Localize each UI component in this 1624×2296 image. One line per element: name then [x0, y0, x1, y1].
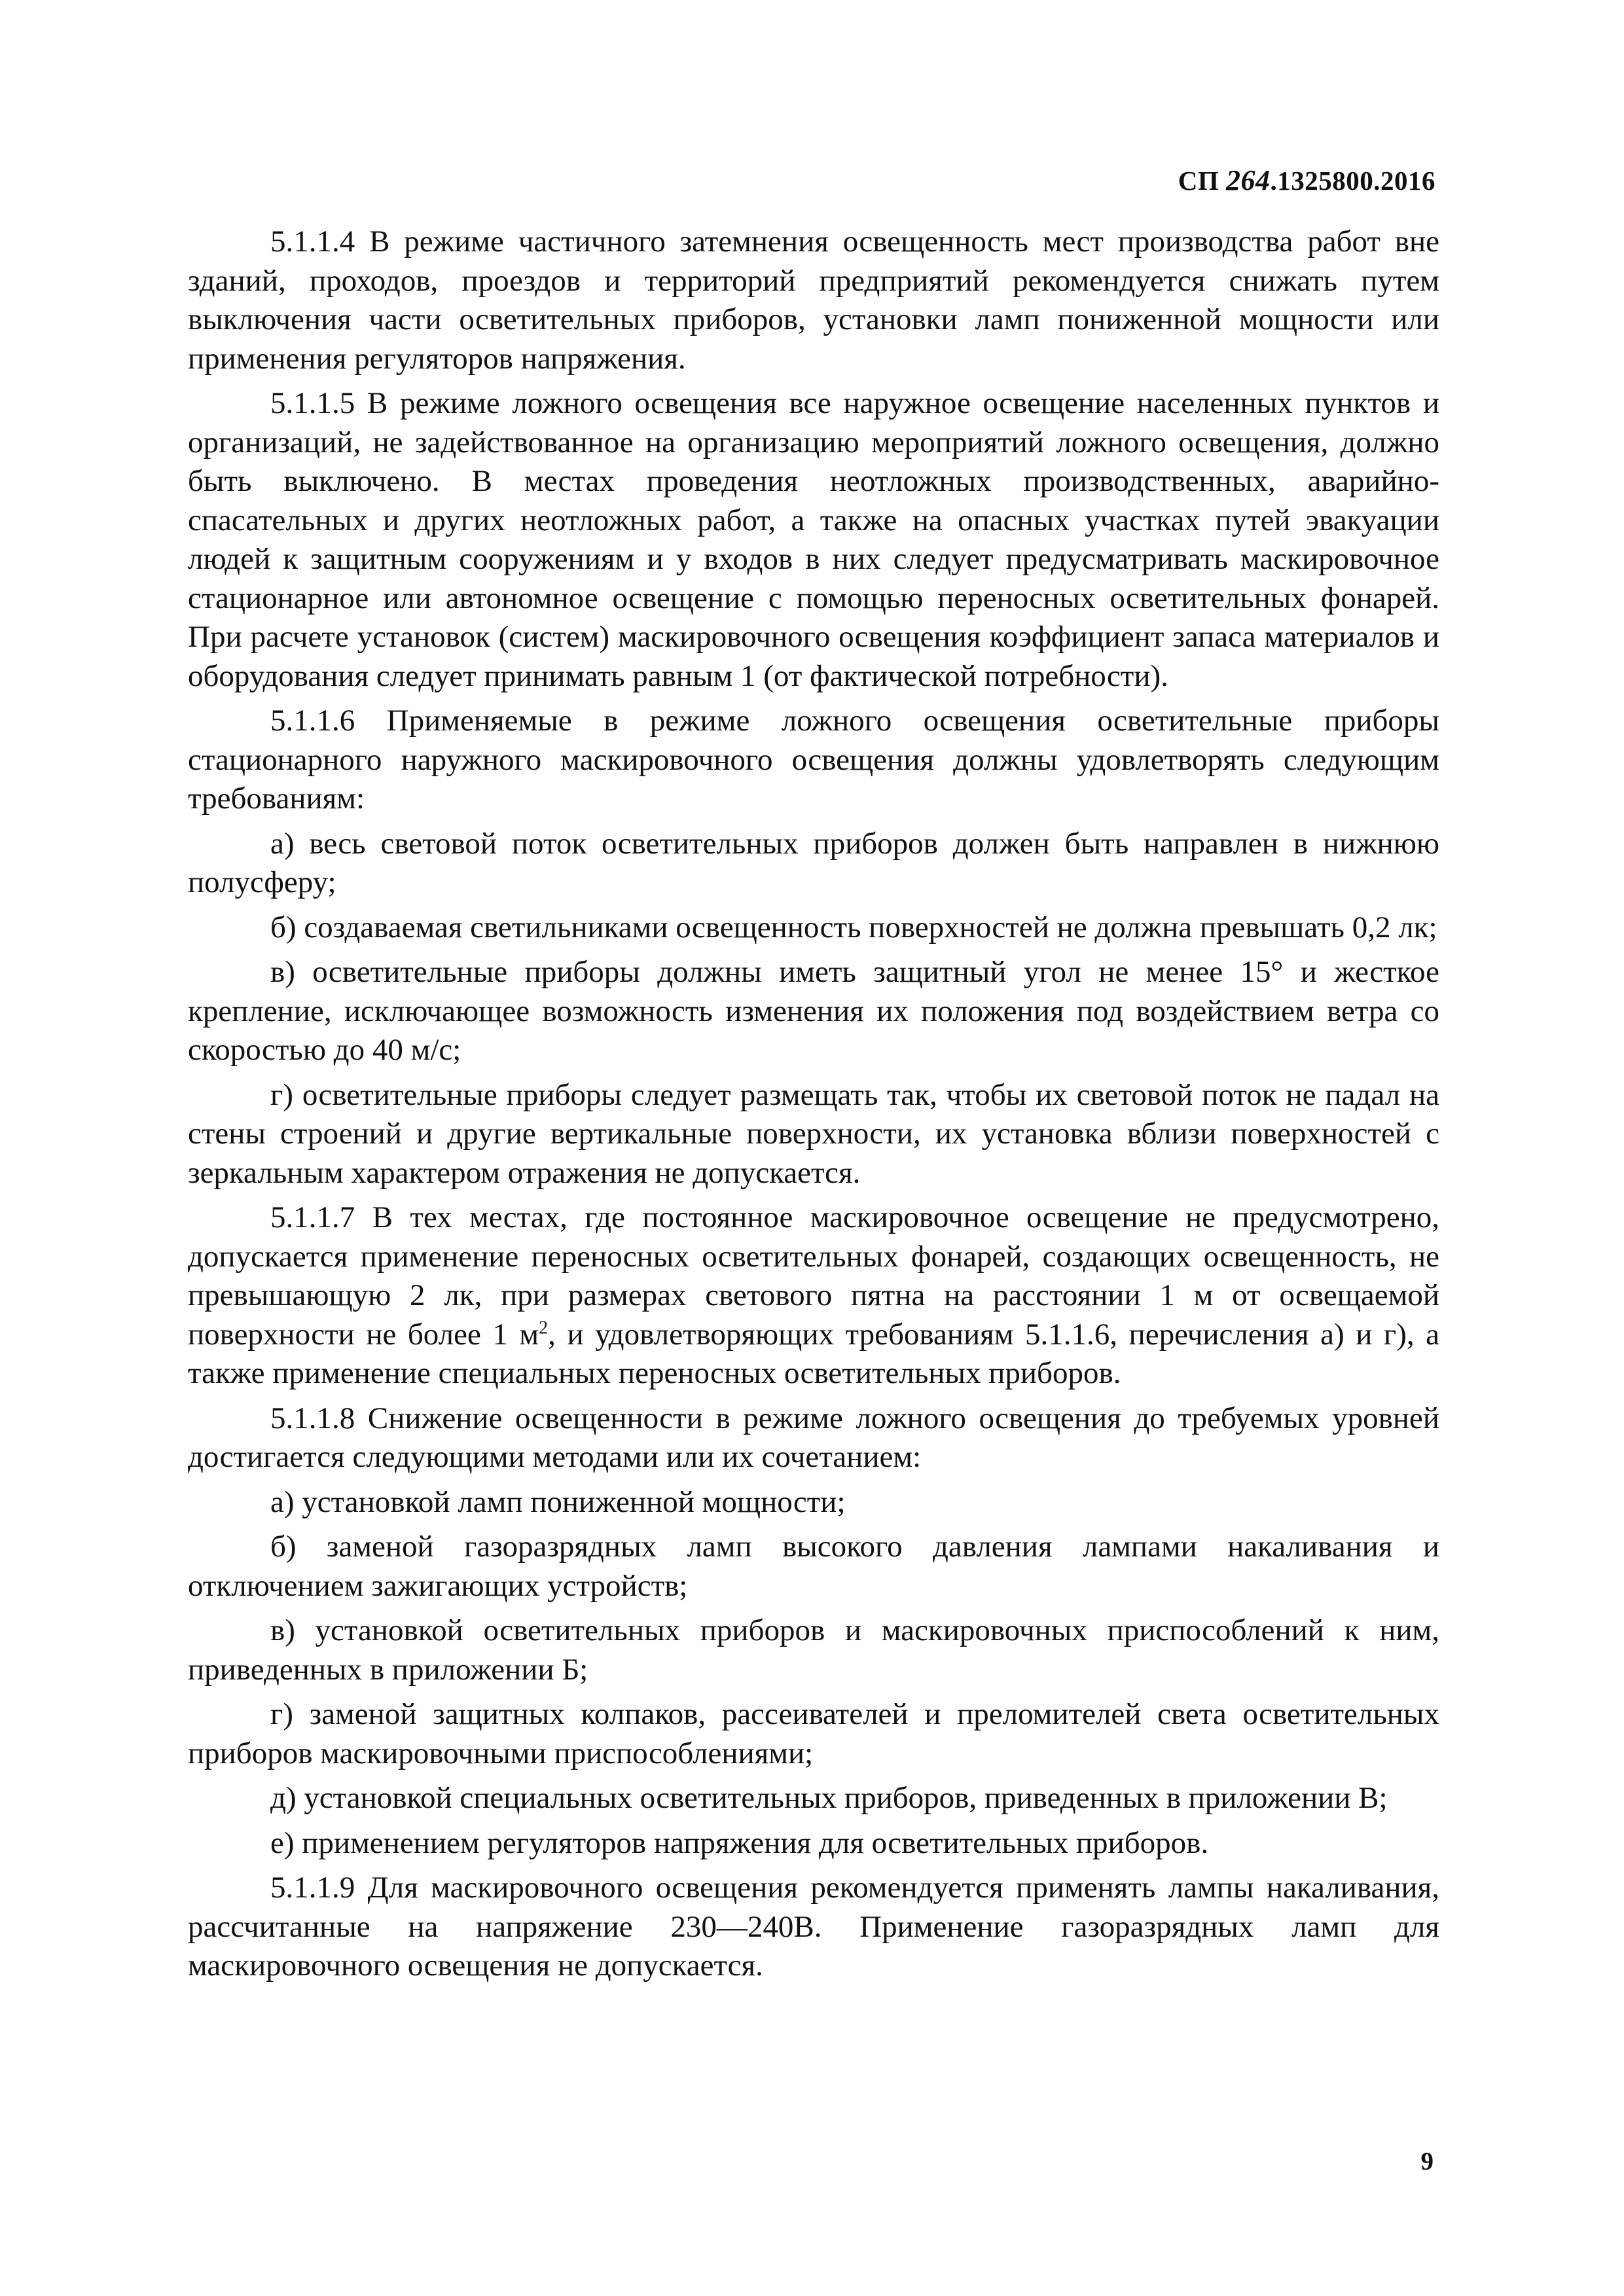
- list-item-g: г) осветительные приборы следует размещать так, чтобы их световой поток не падал на стены строений и другие вертикальные поверхности, их установка вблизи поверхностей с зеркальным характером отражения не допускается.: [188, 1077, 1439, 1190]
- list-item-v: в) осветительные приборы должны иметь защитный угол не менее 15° и жесткое крепление, исключающее возможность изменения их положения под воздействием ветра со скоростью до 40 м/с;: [188, 955, 1439, 1067]
- paragraph-5-1-1-7: [188, 1198, 1439, 1393]
- handwritten-number: 264: [1226, 164, 1271, 196]
- page-body: [188, 223, 1439, 1986]
- method-item-g: г) заменой защитных колпаков, рассеивателей и преломителей света осветительных приборов маскировочными приспособлениями;: [188, 1697, 1439, 1770]
- list-item-b: б) создаваемая светильниками освещенность поверхностей не должна превышать 0,2 лк;: [270, 910, 1437, 944]
- method-item-e: е) применением регуляторов напряжения для осветительных приборов.: [270, 1825, 1209, 1860]
- method-item-d: д) установкой специальных осветительных приборов, приведенных в приложении В;: [270, 1781, 1388, 1815]
- paragraph-5-1-1-7-text-start: 5.1.1.7 В тех местах, где постоянное маскировочное освещение не предусмотрено, допускается применение переносных осветительных фонарей, создающих освещенность, не превышающую 2 лк, при размерах светового пятна на расстоянии 1 м от освещаемой поверхности не более 1 м: [188, 1200, 1439, 1352]
- superscript-2: 2: [539, 1317, 549, 1338]
- paragraph-5-1-1-4: 5.1.1.4 В режиме частичного затемнения освещенность мест производства работ вне зданий, проходов, проездов и территорий предприятий рекомендуется снижать путем выключения части осветительных приборов, установки ламп пониженной мощности или применения регуляторов напряжения.: [188, 224, 1439, 376]
- paragraph-5-1-1-6: 5.1.1.6 Применяемые в режиме ложного освещения осветительные приборы стационарного наружного маскировочного освещения должны удовлетворять следующим требованиям:: [188, 704, 1439, 816]
- method-item-b: б) заменой газоразрядных ламп высокого давления лампами накаливания и отключением зажигающих устройств;: [188, 1530, 1439, 1603]
- method-item-a: а) установкой ламп пониженной мощности;: [270, 1484, 846, 1519]
- paragraph-5-1-1-7-text-end: , и удовлетворяющих требованиям 5.1.1.6, перечисления а) и г), а также применение специальных переносных осветительных приборов.: [188, 1317, 1439, 1390]
- document-code-header: [1178, 164, 1435, 197]
- paragraph-5-1-1-5: 5.1.1.5 В режиме ложного освещения все наружное освещение населенных пунктов и организаций, не задействованное на организацию мероприятий ложного освещения, должно быть выключено. В местах проведения неотложных производственных, аварийно-спасательных и других неотложных работ, а также на опасных участках путей эвакуации людей к защитным сооружениям и у входов в них следует предусматривать маскировочное стационарное или автономное освещение с помощью переносных осветительных фонарей. При расчете установок (систем) маскировочного освещения коэффициент запаса материалов и оборудования следует принимать равным 1 (от фактической потребности).: [188, 386, 1439, 693]
- paragraph-5-1-1-9: 5.1.1.9 Для маскировочного освещения рекомендуется применять лампы накаливания, рассчитанные на напряжение 230—240В. Применение газоразрядных ламп для маскировочного освещения не допускается.: [188, 1871, 1439, 1982]
- paragraph-5-1-1-8: 5.1.1.8 Снижение освещенности в режиме ложного освещения до требуемых уровней достигается следующими методами или их сочетанием:: [188, 1401, 1439, 1474]
- document-code-prefix: СП: [1178, 166, 1226, 196]
- page-number: 9: [1420, 2147, 1434, 2176]
- list-item-a: а) весь световой поток осветительных приборов должен быть направлен в нижнюю полусферу;: [188, 826, 1439, 899]
- method-item-v: в) установкой осветительных приборов и маскировочных приспособлений к ним, приведенных в приложении Б;: [188, 1613, 1439, 1687]
- document-code-suffix: .1325800.2016: [1270, 166, 1435, 196]
